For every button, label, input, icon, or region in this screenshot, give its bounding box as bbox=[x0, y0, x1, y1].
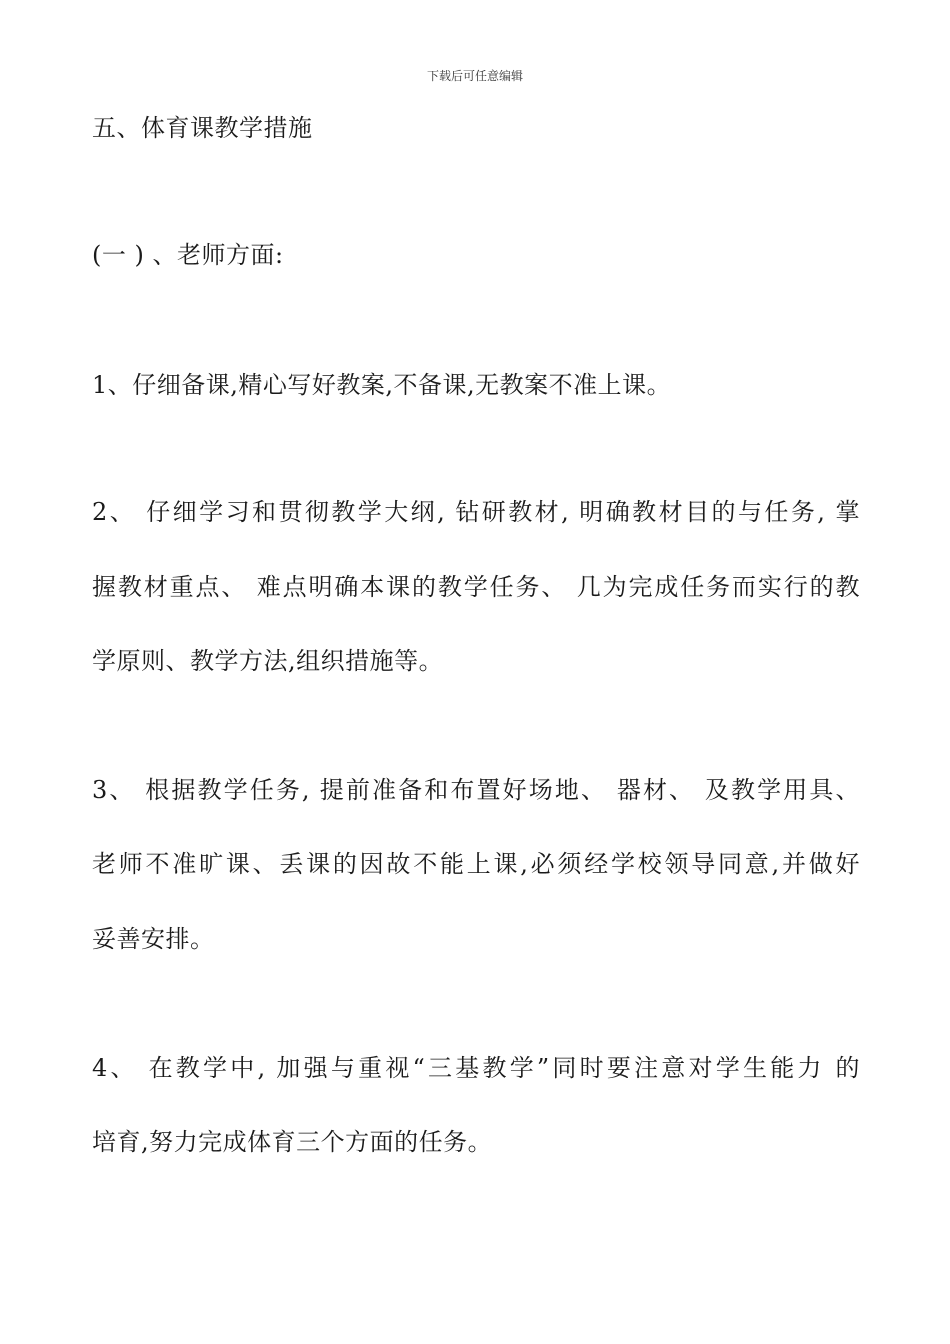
section-title: 五、体育课教学措施 bbox=[92, 114, 313, 142]
header-note: 下载后可任意编辑 bbox=[426, 69, 523, 83]
item-3-line-1: 3、 根据教学任务, 提前准备和布置好场地、 器材、 及教学用具、 bbox=[92, 776, 860, 804]
item-3-line-2: 老师不准旷课、丢课的因故不能上课,必须经学校领导同意,并做好 bbox=[92, 850, 860, 878]
item-2-line-3: 学原则、教学方法,组织措施等。 bbox=[92, 647, 444, 675]
item-1-line-1: 1、仔细备课,精心写好教案,不备课,无教案不准上课。 bbox=[92, 371, 672, 399]
item-3-line-3: 妥善安排。 bbox=[92, 925, 215, 953]
item-2-line-2: 握教材重点、 难点明确本课的教学任务、 几为完成任务而实行的教 bbox=[92, 573, 860, 601]
item-4-line-1: 4、 在教学中, 加强与重视“三基教学”同时要注意对学生能力 的 bbox=[92, 1054, 860, 1082]
item-2-line-1: 2、 仔细学习和贯彻教学大纲, 钻研教材, 明确教材目的与任务, 掌 bbox=[92, 498, 860, 526]
subsection-title: (一 ) 、老师方面: bbox=[92, 241, 284, 269]
item-4-line-2: 培育,努力完成体育三个方面的任务。 bbox=[92, 1128, 493, 1156]
